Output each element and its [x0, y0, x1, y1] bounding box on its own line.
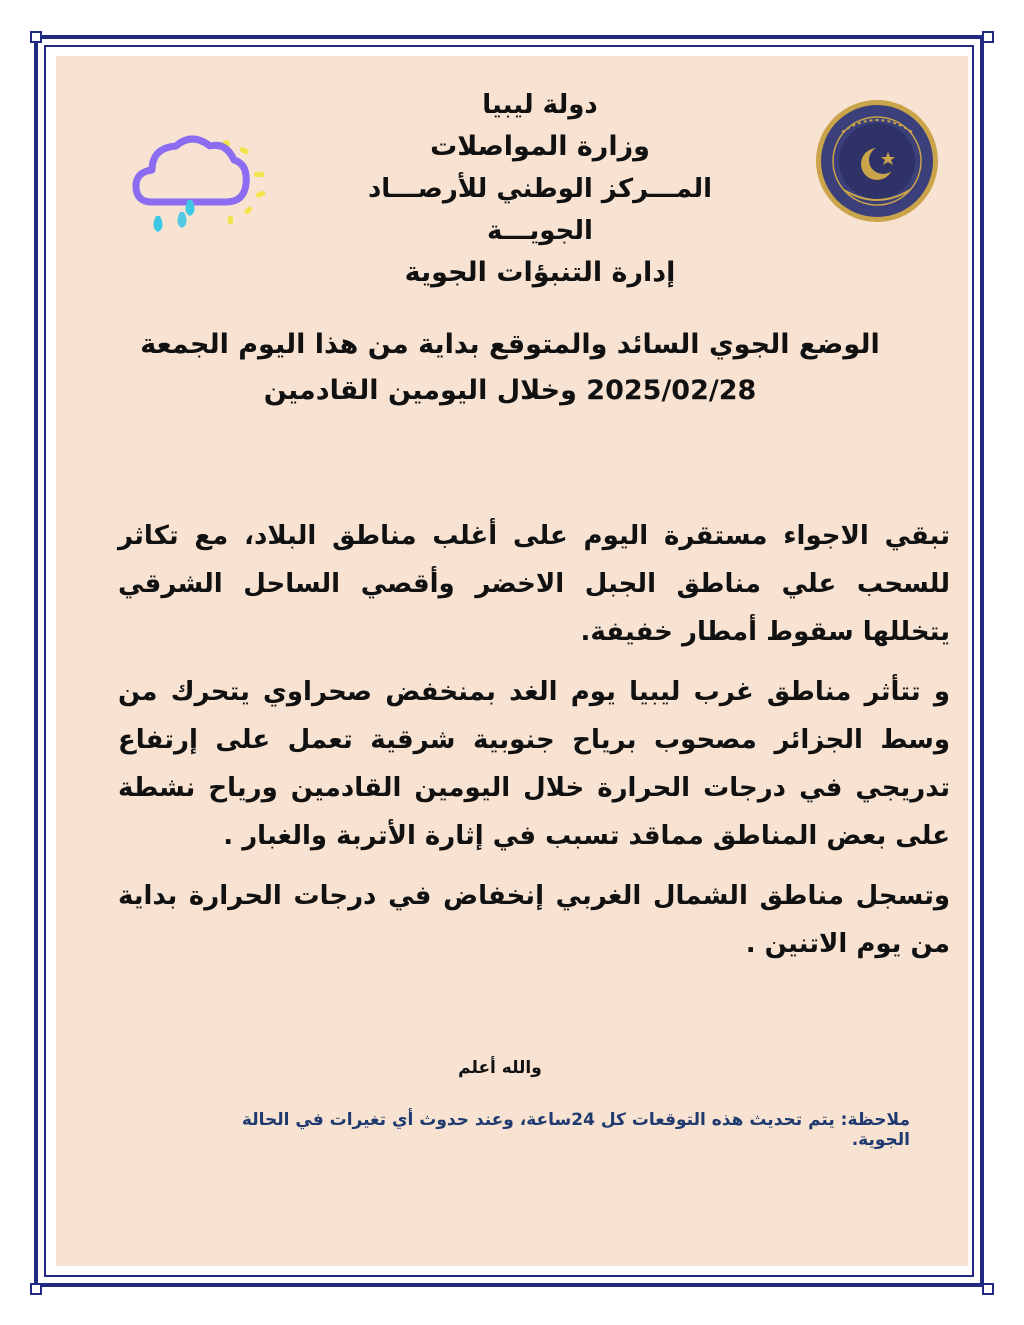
title-line-2: 2025/02/28 وخلال اليومين القادمين — [263, 375, 757, 406]
forecast-paragraph-2: و تتأثر مناطق غرب ليبيا يوم الغد بمنخفض صحراوي يتحرك من وسط الجزائر مصحوب برياح جنوبية شرقية تعمل على إرتفاع تدريجي في درجات الحرارة خلال اليومين القادمين ورياح نشطة على بعض المناطق مماقد تسبب في إثارة الأتربة والغبار . — [118, 677, 950, 851]
update-note: ملاحظة: يتم تحديث هذه التوقعات كل 24ساعة، وعند حدوث أي تغيرات في الحالة الجوية. — [241, 1110, 910, 1150]
cloud-rain-sun-icon — [130, 128, 280, 238]
corner-ornament — [30, 31, 42, 43]
forecast-paragraph-3: وتسجل مناطق الشمال الغربي إنخفاض في درجات الحرارة بداية من يوم الاتنين . — [118, 881, 950, 959]
title-line-1: الوضع الجوي السائد والمتوقع بداية من هذا اليوم الجمعة — [140, 329, 880, 360]
corner-ornament — [30, 1283, 42, 1295]
center-name: المـــركز الوطني للأرصـــاد الجويـــة — [367, 174, 713, 246]
letterhead — [320, 84, 760, 294]
ministry-name: وزارة المواصلات — [430, 131, 650, 162]
ministry-seal-icon — [814, 98, 940, 224]
forecast-title — [130, 322, 890, 414]
state-name: دولة ليبيا — [482, 90, 598, 120]
corner-ornament — [982, 1283, 994, 1295]
department-name: إدارة التنبؤات الجوية — [404, 257, 676, 288]
corner-ornament — [982, 31, 994, 43]
closing-phrase: والله أعلم — [458, 1058, 542, 1078]
forecast-paragraph-1: تبقي الاجواء مستقرة اليوم على أغلب مناطق البلاد، مع تكاثر للسحب علي مناطق الجبل الاخضر وأقصي الساحل الشرقي يتخللها سقوط أمطار خفيفة. — [118, 521, 950, 647]
